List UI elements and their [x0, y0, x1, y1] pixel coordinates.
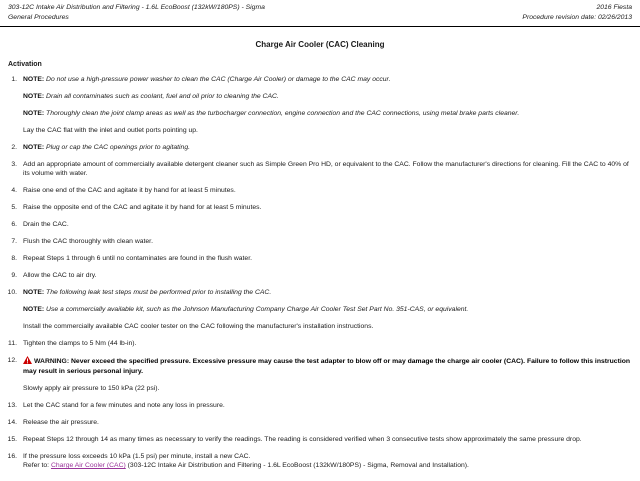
step-row: [0, 418, 632, 427]
step-content: [23, 418, 632, 427]
header-revision-date: Procedure revision date: 02/26/2013: [522, 14, 632, 21]
step-row: [0, 339, 632, 348]
step-number: 14.: [7, 419, 17, 426]
step-number: 5.: [11, 204, 17, 211]
header-left: [8, 3, 265, 23]
step-row: [0, 160, 632, 178]
step-paragraph: [23, 160, 632, 178]
step-row: [0, 271, 632, 280]
step-content: [23, 452, 632, 470]
paragraph-text: Add an appropriate amount of commercially available detergent cleaner such as Simple Green Pro HD, or equivalent to the CAC. Follow the manufacturer's directions for cleaning. Fill the CAC to 40% of its volume with water.: [23, 161, 629, 177]
paragraph-text: Allow the CAC to air dry.: [23, 272, 97, 279]
step-content: [23, 203, 632, 212]
step-content: [23, 160, 632, 178]
step-number: 10.: [7, 289, 17, 296]
steps-list: [0, 75, 640, 470]
step-row: [0, 203, 632, 212]
step-paragraph: [23, 401, 632, 410]
note-label: NOTE:: [23, 93, 45, 100]
paragraph-text: Repeat Steps 12 through 14 as many times as necessary to verify the readings. The reading is considered verified when 3 consecutive tests show approximately the same pressure drop.: [23, 436, 582, 443]
step-content: [23, 186, 632, 195]
paragraph-text: Refer to:: [23, 462, 51, 469]
step-row: [0, 75, 632, 135]
note-paragraph: [23, 75, 632, 84]
step-number: 4.: [11, 187, 17, 194]
section-heading: Activation: [8, 61, 42, 68]
step-paragraph: [23, 254, 632, 263]
paragraph-text: (303-12C Intake Air Distribution and Filtering - 1.6L EcoBoost (132kW/180PS) - Sigma, Removal and Installation).: [125, 462, 469, 469]
step-row: [0, 288, 632, 331]
step-number: 2.: [11, 144, 17, 151]
step-paragraph: [23, 418, 632, 427]
step-number: 3.: [11, 161, 17, 168]
step-row: [0, 435, 632, 444]
cac-removal-installation-link[interactable]: Charge Air Cooler (CAC): [50, 462, 126, 469]
step-paragraph: [23, 126, 632, 135]
step-number: 16.: [7, 453, 17, 460]
step-row: [0, 254, 632, 263]
step-content: [23, 339, 632, 348]
paragraph-text: Install the commercially available CAC cooler tester on the CAC following the manufacturer's installation instructions.: [23, 323, 374, 330]
note-label: NOTE:: [23, 289, 45, 296]
step-paragraph: [23, 435, 632, 444]
note-label: NOTE:: [23, 144, 45, 151]
step-content: [23, 401, 632, 410]
step-paragraph: [23, 339, 632, 348]
step-number: 12.: [7, 357, 17, 364]
page-header: [0, 0, 640, 27]
paragraph-text: Slowly apply air pressure to 150 kPa (22 psi).: [23, 385, 160, 392]
step-number: 6.: [11, 221, 17, 228]
step-number: 1.: [11, 76, 17, 83]
paragraph-text: Do not use a high-pressure power washer to clean the CAC (Charge Air Cooler) or damage to the CAC may occur.: [46, 76, 391, 83]
step-content: [23, 254, 632, 263]
note-label: NOTE:: [23, 76, 45, 83]
step-content: [23, 143, 632, 152]
warning-label: WARNING:: [34, 358, 70, 365]
step-row: [0, 143, 632, 152]
step-number: 9.: [11, 272, 17, 279]
step-content: [23, 271, 632, 280]
paragraph-text: Drain the CAC.: [23, 221, 69, 228]
paragraph-text: Release the air pressure.: [23, 419, 99, 426]
header-right: [522, 3, 632, 23]
step-paragraph: [23, 461, 632, 470]
header-subsection: General Procedures: [8, 14, 69, 21]
step-content: [23, 75, 632, 135]
step-paragraph: [23, 186, 632, 195]
step-paragraph: [23, 452, 632, 461]
warning-triangle-icon: [23, 356, 32, 367]
step-number: 7.: [11, 238, 17, 245]
header-section-title: 303-12C Intake Air Distribution and Filtering - 1.6L EcoBoost (132kW/180PS) - Sigma: [8, 4, 265, 11]
step-row: [0, 356, 632, 393]
step-content: [23, 356, 632, 393]
note-paragraph: [23, 109, 632, 118]
paragraph-text: Flush the CAC thoroughly with clean water.: [23, 238, 153, 245]
paragraph-text: Repeat Steps 1 through 6 until no contaminates are found in the flush water.: [23, 255, 252, 262]
step-paragraph: [23, 271, 632, 280]
step-number: 11.: [8, 340, 17, 347]
step-row: [0, 220, 632, 229]
step-content: [23, 220, 632, 229]
paragraph-text: Never exceed the specified pressure. Excessive pressure may cause the test adapter to blow off or may damage the charge air cooler (CAC). Failure to follow this instruction may result in serious personal injury.: [23, 358, 631, 375]
paragraph-text: The following leak test steps must be performed prior to installing the CAC.: [46, 289, 272, 296]
step-number: 13.: [7, 402, 17, 409]
paragraph-text: Raise one end of the CAC and agitate it by hand for at least 5 minutes.: [23, 187, 236, 194]
step-paragraph: [23, 220, 632, 229]
paragraph-text: If the pressure loss exceeds 10 kPa (1.5 psi) per minute, install a new CAC.: [23, 453, 251, 460]
paragraph-text: Drain all contaminates such as coolant, fuel and oil prior to cleaning the CAC.: [46, 93, 279, 100]
step-paragraph: [23, 384, 632, 393]
step-row: [0, 237, 632, 246]
step-paragraph: [23, 237, 632, 246]
step-row: [0, 401, 632, 410]
note-paragraph: [23, 288, 632, 297]
paragraph-text: Plug or cap the CAC openings prior to agitating.: [46, 144, 190, 151]
note-paragraph: [23, 143, 632, 152]
paragraph-text: Thoroughly clean the joint clamp areas as well as the turbocharger connection, engine connection and the CAC connections, using metal brake parts cleaner.: [46, 110, 520, 117]
step-row: [0, 186, 632, 195]
step-paragraph: [23, 322, 632, 331]
step-content: [23, 435, 632, 444]
step-content: [23, 237, 632, 246]
step-row: [0, 452, 632, 470]
paragraph-text: Use a commercially available kit, such as the Johnson Manufacturing Company Charge Air Cooler Test Set Part No. 351-CAS, or equivalent.: [46, 306, 469, 313]
note-label: NOTE:: [23, 306, 45, 313]
header-vehicle: 2016 Fiesta: [596, 4, 632, 11]
paragraph-text: Lay the CAC flat with the inlet and outlet ports pointing up.: [23, 127, 198, 134]
note-paragraph: [23, 305, 632, 314]
note-paragraph: [23, 92, 632, 101]
note-label: NOTE:: [23, 110, 45, 117]
warning-paragraph: [23, 356, 632, 376]
paragraph-text: Let the CAC stand for a few minutes and note any loss in pressure.: [23, 402, 225, 409]
paragraph-text: Raise the opposite end of the CAC and agitate it by hand for at least 5 minutes.: [23, 204, 262, 211]
page-title: Charge Air Cooler (CAC) Cleaning: [255, 40, 385, 49]
step-paragraph: [23, 203, 632, 212]
step-number: 15.: [7, 436, 17, 443]
step-content: [23, 288, 632, 331]
step-number: 8.: [11, 255, 17, 262]
paragraph-text: Tighten the clamps to 5 Nm (44 lb-in).: [23, 340, 137, 347]
